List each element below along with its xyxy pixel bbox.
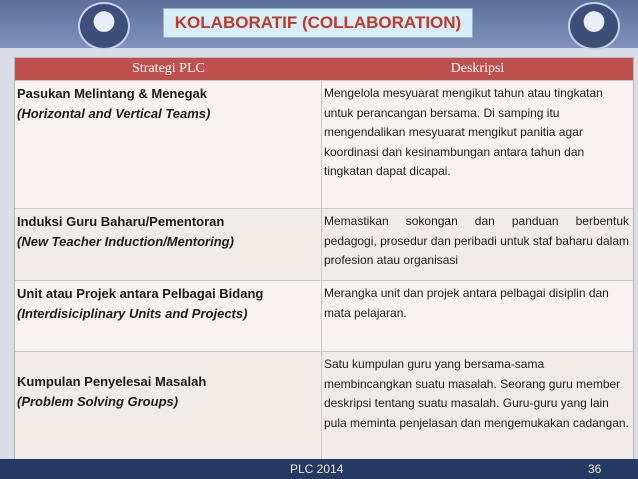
table-row <box>15 80 633 208</box>
table-row <box>15 280 633 351</box>
strategy-name-english: (Horizontal and Vertical Teams) <box>17 106 211 121</box>
strategy-table <box>14 57 634 460</box>
footer-label: PLC 2014 <box>290 462 344 476</box>
description-text: Mengelola mesyuarat mengikut tahun atau tingkatan untuk perancangan bersama. Di samping itu mengendalikan mesyuarat mengikut panitia agar koordinasi dan kesinambungan antara tahun dan tingkatan dapat dicapai. <box>324 86 603 178</box>
slide-title: KOLABORATIF (COLLABORATION) <box>174 13 462 32</box>
slide-title-box <box>163 8 473 38</box>
table-header-row <box>15 58 633 80</box>
strategy-name-english: (New Teacher Induction/Mentoring) <box>17 234 234 249</box>
description-text: Merangka unit dan projek antara pelbagai disiplin dan mata pelajaran. <box>324 286 609 320</box>
strategy-name: Induksi Guru Baharu/Pementoran <box>17 214 225 229</box>
strategy-name: Kumpulan Penyelesai Masalah <box>17 374 207 389</box>
description-cell <box>322 81 633 208</box>
description-cell <box>322 281 633 351</box>
description-cell <box>322 352 633 459</box>
strategy-cell <box>15 352 322 459</box>
strategy-cell <box>15 209 322 280</box>
strategy-cell <box>15 281 322 351</box>
banner-photo-left <box>78 2 130 50</box>
slide-number: 36 <box>588 462 602 476</box>
banner-photo-right <box>568 2 620 50</box>
table-row <box>15 208 633 280</box>
strategy-name: Unit atau Projek antara Pelbagai Bidang <box>17 286 264 301</box>
strategy-name-english: (Interdisiciplinary Units and Projects) <box>17 306 248 321</box>
description-text: Satu kumpulan guru yang bersama-sama membincangkan suatu masalah. Seorang guru member deskripsi tentang suatu masalah. Guru-guru yang lain pula meminta penjelasan dan mengemukakan cadangan. <box>324 357 629 430</box>
strategy-cell <box>15 81 322 208</box>
strategy-name: Pasukan Melintang & Menegak <box>17 86 207 101</box>
description-text: Memastikan sokongan dan panduan berbentuk pedagogi, prosedur dan peribadi untuk staf baharu dalam profesion atau organisasi <box>324 214 629 267</box>
table-row <box>15 351 633 459</box>
description-cell <box>322 209 633 280</box>
column-header-strategy: Strategi PLC <box>132 61 205 76</box>
column-header-description: Deskripsi <box>450 61 505 76</box>
strategy-name-english: (Problem Solving Groups) <box>17 394 179 409</box>
